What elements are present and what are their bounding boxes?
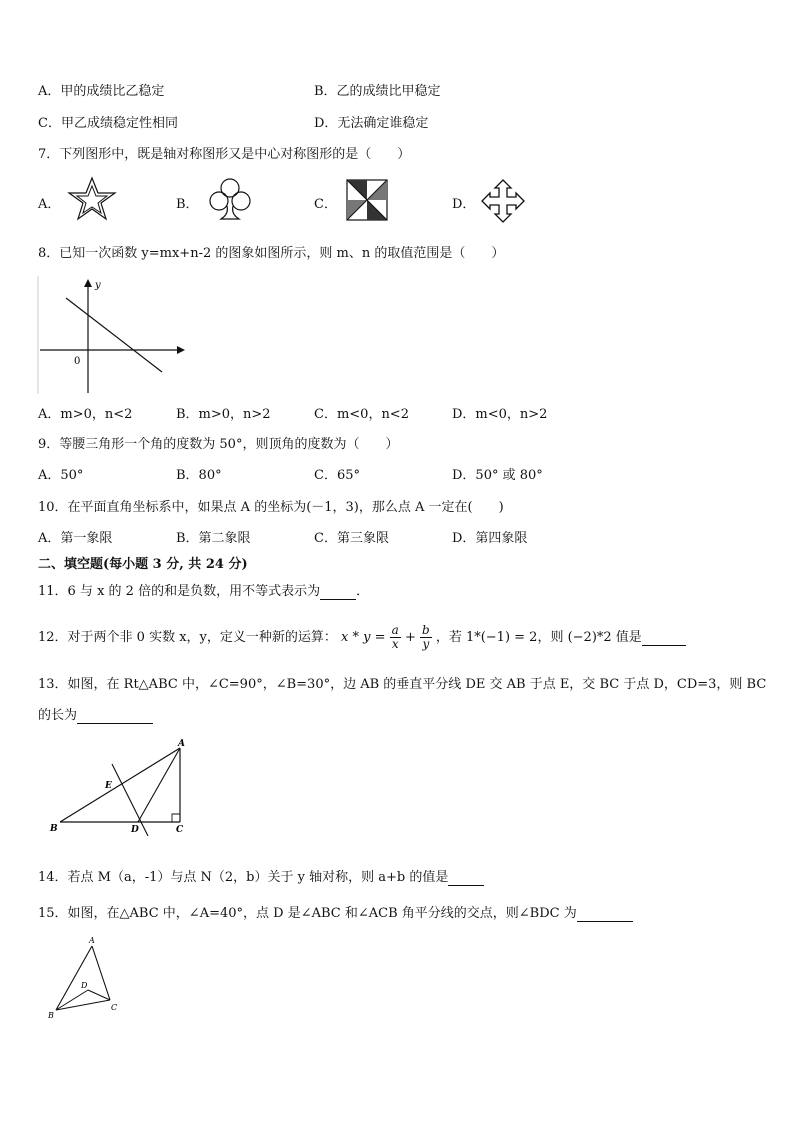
q12-answer-blank: [642, 645, 686, 646]
q6-option-c: C．甲乙成绩稳定性相同: [38, 116, 178, 131]
q10-option-d: D．第四象限: [452, 531, 528, 546]
q12-condition: ，若 1*(−1) = 2，则 (−2)*2 值是: [435, 630, 642, 645]
label-e: E: [105, 781, 112, 791]
q9-option-c: C．65°: [314, 468, 360, 483]
q15-answer-blank: [577, 921, 633, 922]
q11-question: 11．6 与 x 的 2 倍的和是负数，用不等式表示为 ．: [38, 584, 370, 599]
q15-text: 15．如图，在△ABC 中，∠A=40°，点 D 是∠ABC 和∠ACB 角平分线的交点，则∠BDC 为: [38, 906, 577, 921]
q7-label-d: D．: [452, 197, 476, 212]
club-figure-icon: [205, 176, 255, 222]
q12-question: [38, 623, 686, 653]
q9-option-a: A．50°: [38, 468, 84, 483]
q13-triangle-figure: [48, 736, 198, 836]
pinwheel-figure-icon: [345, 178, 389, 222]
origin-label: 0: [74, 356, 81, 367]
q6-option-a: A．甲的成绩比乙稳定: [38, 84, 165, 99]
q9-option-b: B．80°: [176, 468, 222, 483]
q11-answer-blank: [320, 599, 356, 600]
q14-text: 14．若点 M（a，-1）与点 N（2，b）关于 y 轴对称，则 a+b 的值是: [38, 870, 449, 885]
section2-heading: 二、填空题(每小题 3 分, 共 24 分): [38, 557, 248, 572]
q12-fraction-b-y: $\frac{b}{y}$: [421, 623, 430, 651]
q8-option-c: C．m<0，n<2: [314, 407, 409, 422]
label-d: D: [81, 981, 88, 990]
q8-line-graph: [38, 276, 188, 396]
four-arrow-figure-icon: [480, 178, 526, 224]
q13-question-line2: [38, 708, 153, 724]
q12-prefix: 12．对于两个非 0 实数 x，y，定义一种新的运算：: [38, 630, 337, 645]
q9-option-d: D．50° 或 80°: [452, 468, 543, 483]
q13-line2-text: 的长为: [38, 708, 78, 723]
label-c: C: [176, 825, 184, 835]
q15-triangle-figure: [44, 934, 134, 1024]
label-d: D: [131, 825, 139, 835]
q8-question: 8．已知一次函数 y=mx+n-2 的图象如图所示，则 m、n 的取值范围是（ ）: [38, 246, 505, 261]
q9-question: 9．等腰三角形一个角的度数为 50°，则顶角的度数为（ ）: [38, 437, 399, 452]
q13-question-line1: 13．如图，在 Rt△ABC 中，∠C=90°，∠B=30°，边 AB 的垂直平分线 DE 交 AB 于点 E，交 BC 于点 D，CD=3，则 BC: [38, 677, 767, 692]
label-a: A: [89, 936, 95, 945]
q7-question: 7．下列图形中，既是轴对称图形又是中心对称图形的是（ ）: [38, 147, 411, 162]
q13-answer-blank: [77, 723, 153, 724]
q10-option-c: C．第三象限: [314, 531, 389, 546]
q11-text: 11．6 与 x 的 2 倍的和是负数，用不等式表示为: [38, 584, 321, 599]
label-a: A: [178, 739, 185, 749]
q8-option-b: B．m>0，n>2: [176, 407, 271, 422]
q10-question: 10．在平面直角坐标系中，如果点 A 的坐标为(－1，3)，那么点 A 一定在( ): [38, 500, 504, 515]
star-figure-icon: [66, 176, 118, 222]
q12-plus: +: [404, 630, 416, 645]
q7-label-b: B．: [176, 197, 199, 212]
q14-question: [38, 870, 484, 886]
q6-option-b: B．乙的成绩比甲稳定: [314, 84, 441, 99]
q10-option-b: B．第二象限: [176, 531, 251, 546]
q12-expr-left: x * y =: [341, 630, 386, 645]
y-axis-label: y: [95, 280, 101, 291]
q8-option-a: A．m>0，n<2: [38, 407, 133, 422]
q15-question: [38, 906, 633, 922]
q6-option-d: D．无法确定谁稳定: [314, 116, 429, 131]
q10-option-a: A．第一象限: [38, 531, 113, 546]
q14-answer-blank: [448, 885, 484, 886]
label-c: C: [111, 1003, 118, 1012]
q12-fraction-a-x: $\frac{a}{x}$: [391, 623, 399, 651]
function-line: [66, 298, 162, 372]
label-b: B: [48, 1011, 54, 1020]
label-b: B: [50, 824, 58, 834]
q8-option-d: D．m<0，n>2: [452, 407, 548, 422]
q7-label-c: C．: [314, 197, 337, 212]
q7-label-a: A．: [38, 197, 61, 212]
